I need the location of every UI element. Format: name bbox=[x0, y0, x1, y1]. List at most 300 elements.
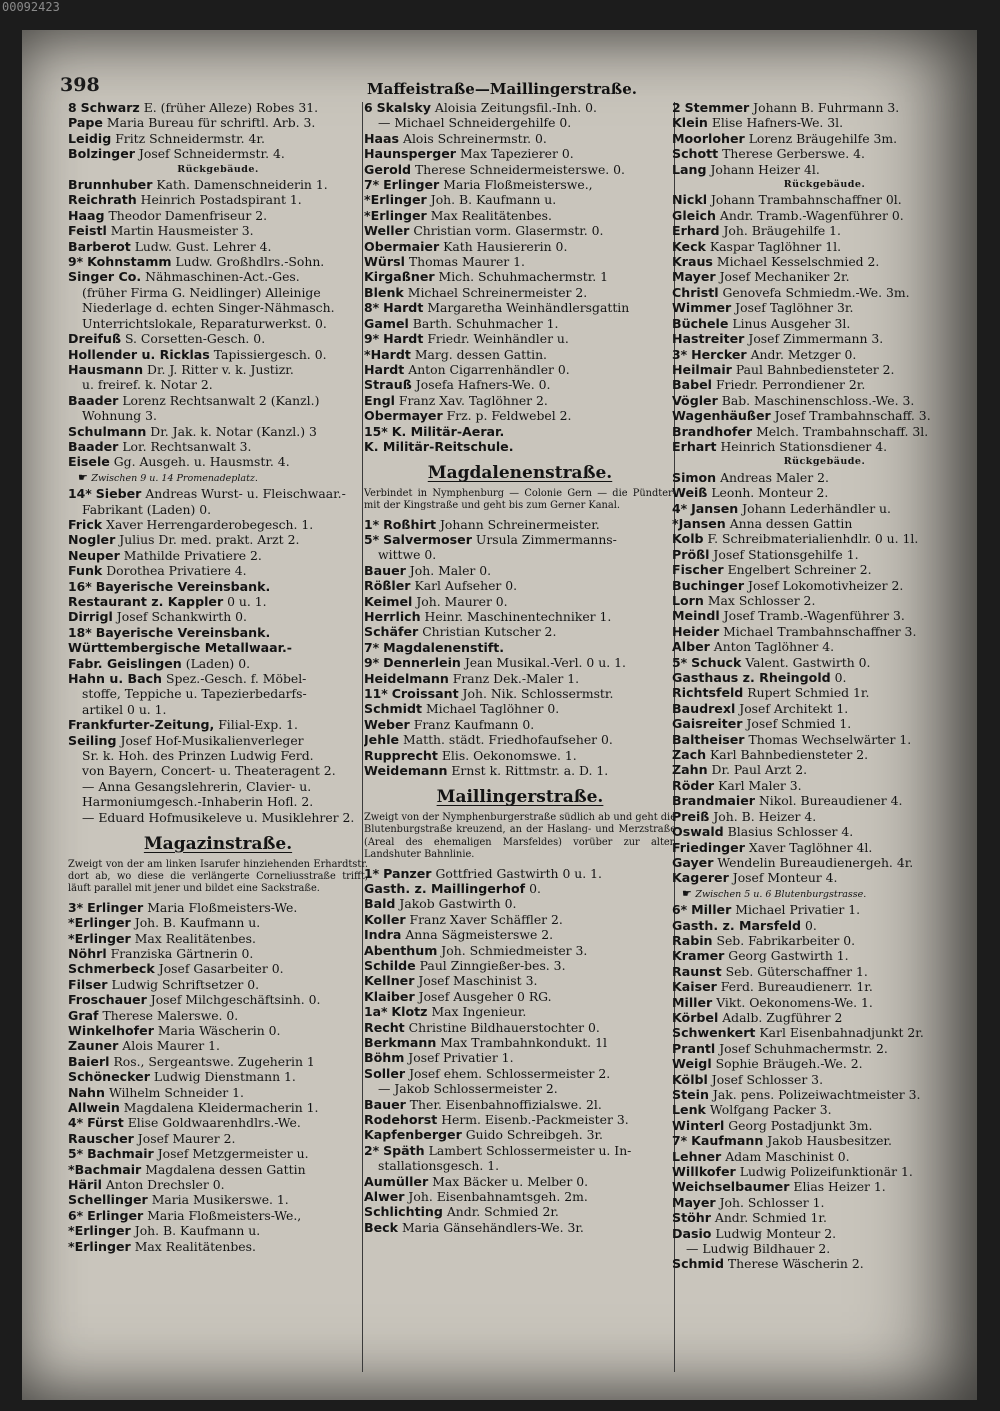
directory-entry bbox=[672, 285, 977, 300]
resident-details: Dr. J. Ritter v. k. Justizr. bbox=[147, 361, 294, 377]
directory-entry bbox=[672, 1087, 977, 1102]
directory-entry bbox=[672, 393, 977, 408]
resident-details: Dr. Jak. k. Notar (Kanzl.) 3 bbox=[150, 423, 317, 439]
directory-entry bbox=[68, 931, 368, 946]
resident-name: Indra bbox=[364, 927, 402, 943]
resident-details: Gottfried Gastwirth 0 u. 1. bbox=[435, 865, 602, 881]
resident-name: *Erlinger bbox=[68, 1223, 131, 1239]
resident-details: Theodor Damenfriseur 2. bbox=[108, 207, 268, 223]
resident-name: Dasio bbox=[672, 1225, 712, 1241]
resident-name: Nickl bbox=[672, 192, 708, 208]
directory-entry bbox=[672, 716, 977, 731]
resident-details: Maria Wäscherin 0. bbox=[157, 1022, 281, 1038]
resident-name: Fürst bbox=[87, 1115, 124, 1131]
directory-entry bbox=[364, 1220, 676, 1235]
resident-details: Joh. Schmiedmeister 3. bbox=[441, 942, 588, 958]
directory-entry bbox=[364, 1204, 676, 1219]
resident-name: Baader bbox=[68, 392, 119, 408]
directory-entry bbox=[68, 1131, 368, 1146]
resident-details: Christine Bildhauerstochter 0. bbox=[408, 1019, 600, 1035]
resident-details: Ludwig Schriftsetzer 0. bbox=[111, 976, 260, 992]
resident-name: Weller bbox=[364, 223, 410, 239]
resident-details: Therese Gerberswe. 4. bbox=[722, 146, 865, 162]
resident-name: Kaufmann bbox=[691, 1133, 764, 1149]
resident-details: Maria Floßmeisterswe., bbox=[443, 177, 593, 193]
house-number: 9* bbox=[364, 331, 380, 347]
resident-name: Baierl bbox=[68, 1053, 110, 1069]
house-number: 9* bbox=[68, 254, 84, 270]
resident-name: Aumüller bbox=[364, 1173, 429, 1189]
resident-details: Josef Milchgeschäftsinh. 0. bbox=[150, 992, 321, 1008]
directory-entry bbox=[672, 793, 977, 808]
directory-entry bbox=[672, 608, 977, 623]
directory-entry bbox=[364, 439, 676, 454]
directory-entry bbox=[68, 548, 368, 563]
resident-name: Erhart bbox=[672, 438, 717, 454]
directory-entry bbox=[364, 223, 676, 238]
resident-name: Kirgaßner bbox=[364, 269, 435, 285]
directory-entry bbox=[364, 701, 676, 716]
resident-name: Hardt bbox=[383, 300, 424, 316]
resident-details: Josef Gasarbeiter 0. bbox=[158, 961, 284, 977]
resident-details: Max Tapezierer 0. bbox=[459, 146, 574, 162]
resident-name: Heilmair bbox=[672, 361, 732, 377]
resident-details: Andreas Wurst- u. Fleischwaar.- bbox=[145, 486, 346, 502]
directory-entry bbox=[672, 809, 977, 824]
entry-continuation: stallationsgesch. 1. bbox=[378, 1158, 500, 1174]
resident-name: Winterl bbox=[672, 1117, 725, 1133]
resident-name: Rößler bbox=[364, 578, 411, 594]
resident-details: Josef Mechaniker 2r. bbox=[719, 269, 850, 285]
resident-name: Häril bbox=[68, 1177, 102, 1193]
resident-details: Andreas Maler 2. bbox=[720, 469, 829, 485]
resident-details: Elise Hafners-We. 3l. bbox=[711, 115, 844, 131]
between-note bbox=[672, 886, 977, 902]
resident-details: Jak. pens. Polizeiwachtmeister 3. bbox=[712, 1087, 921, 1102]
directory-entry bbox=[672, 1041, 977, 1056]
directory-entry bbox=[672, 1010, 977, 1025]
resident-name: Neuper bbox=[68, 547, 120, 563]
resident-name: Weiß bbox=[672, 485, 708, 501]
resident-name: Böhm bbox=[364, 1050, 405, 1066]
directory-entry bbox=[672, 855, 977, 870]
directory-entry bbox=[68, 671, 368, 686]
resident-details: Leonh. Monteur 2. bbox=[711, 485, 829, 501]
entry-continuation: Fabrikant (Laden) 0. bbox=[82, 501, 212, 517]
resident-details: Max Realitätenbes. bbox=[134, 1238, 256, 1254]
resident-name: Prantl bbox=[672, 1040, 716, 1056]
directory-entry bbox=[672, 918, 977, 933]
entry-continuation: (früher Firma G. Neidlinger) Alleinige bbox=[82, 284, 321, 300]
house-number: 4* bbox=[672, 500, 688, 516]
resident-details: Josef Privatier 1. bbox=[408, 1050, 514, 1066]
directory-entry bbox=[672, 778, 977, 793]
directory-entry bbox=[672, 624, 977, 639]
resident-name: Magdalenenstift. bbox=[383, 639, 505, 655]
resident-name: Gasth. z. Marsfeld bbox=[672, 917, 802, 933]
resident-name: Obermaier bbox=[364, 238, 440, 254]
directory-entry bbox=[364, 424, 676, 439]
resident-details: Friedr. Weinhändler u. bbox=[427, 331, 569, 347]
resident-details: Alois Maurer 1. bbox=[122, 1038, 220, 1054]
directory-page bbox=[22, 30, 977, 1400]
resident-name: Lorn bbox=[672, 593, 704, 608]
resident-details: Jakob Hausbesitzer. bbox=[767, 1133, 892, 1149]
resident-details: Karl Eisenbahnadjunkt 2r. bbox=[759, 1025, 924, 1041]
resident-name: *Erlinger bbox=[68, 915, 131, 931]
resident-name: Haag bbox=[68, 207, 105, 223]
resident-name: Bolzinger bbox=[68, 146, 135, 162]
directory-entry bbox=[672, 1133, 977, 1148]
directory-entry bbox=[364, 254, 676, 269]
directory-entry bbox=[68, 331, 368, 346]
resident-name: Erlinger bbox=[87, 1207, 144, 1223]
resident-details: Franz Xaver Schäffler 2. bbox=[409, 911, 563, 927]
resident-name: Weigl bbox=[672, 1056, 712, 1072]
resident-name: Oswald bbox=[672, 824, 724, 840]
resident-details: Thomas Wechselwärter 1. bbox=[748, 731, 912, 747]
directory-entry bbox=[672, 902, 977, 917]
resident-name: Hardt bbox=[383, 331, 424, 347]
resident-details: Fritz Schneidermstr. 4r. bbox=[115, 130, 265, 146]
resident-details: Josef Ausgeher 0 RG. bbox=[418, 988, 552, 1004]
directory-entry bbox=[68, 915, 368, 930]
resident-details: Valent. Gastwirth 0. bbox=[745, 654, 871, 670]
resident-name: Singer Co. bbox=[68, 269, 142, 285]
resident-name: *Erlinger bbox=[364, 192, 427, 208]
resident-details: Josef Schneidermstr. 4. bbox=[138, 146, 285, 162]
resident-details: Therese Malerswe. 0. bbox=[102, 1007, 239, 1023]
resident-details: Paul Zinngießer-bes. 3. bbox=[419, 957, 566, 973]
resident-details: Maria Gänsehändlers-We. 3r. bbox=[401, 1219, 584, 1235]
resident-details: Max Trambahnkondukt. 1l bbox=[440, 1034, 607, 1050]
resident-name: *Erlinger bbox=[68, 930, 131, 946]
house-number: 1* bbox=[364, 516, 380, 532]
directory-entry bbox=[68, 1085, 368, 1100]
resident-name: Weichselbaumer bbox=[672, 1179, 790, 1195]
resident-details: Ludw. Großhdlrs.-Sohn. bbox=[175, 254, 325, 270]
resident-details: Ludwig Polizeifunktionär 1. bbox=[739, 1164, 913, 1180]
directory-entry bbox=[364, 594, 676, 609]
directory-entry bbox=[364, 1004, 676, 1019]
directory-entry bbox=[672, 1179, 977, 1194]
resident-name: Pape bbox=[68, 115, 103, 131]
directory-entry bbox=[672, 655, 977, 670]
resident-details: Genovefa Schmiedm.-We. 3m. bbox=[722, 284, 910, 300]
resident-details: Johann B. Fuhrmann 3. bbox=[753, 100, 900, 115]
resident-name: Schmid bbox=[672, 1256, 724, 1272]
resident-details: Therese Wäscherin 2. bbox=[727, 1256, 864, 1272]
resident-name: Fischer bbox=[672, 562, 724, 578]
resident-details: Aloisia Zeitungsfil.-Inh. 0. bbox=[434, 100, 597, 115]
directory-entry bbox=[672, 593, 977, 608]
resident-details: Joh. Bräugehilfe 1. bbox=[723, 223, 841, 239]
directory-entry bbox=[68, 208, 368, 223]
directory-entry bbox=[672, 516, 977, 531]
resident-details: Wendelin Bureaudienergeh. 4r. bbox=[717, 854, 914, 870]
directory-entry bbox=[672, 995, 977, 1010]
resident-name: Rupprecht bbox=[364, 747, 438, 763]
resident-name: Soller bbox=[364, 1065, 406, 1081]
house-number: 7* bbox=[364, 639, 380, 655]
directory-entry bbox=[68, 563, 368, 578]
scan-id: 00092423 bbox=[2, 0, 60, 14]
resident-name: Willkofer bbox=[672, 1164, 736, 1180]
resident-name: K. Militär-Aerar. bbox=[391, 423, 505, 439]
resident-details: Spez.-Gesch. f. Möbel- bbox=[165, 671, 307, 687]
resident-details: Mathilde Privatiere 2. bbox=[123, 547, 262, 563]
resident-name: Stein bbox=[672, 1087, 709, 1102]
directory-entry bbox=[364, 100, 676, 115]
resident-details: Barth. Schuhmacher 1. bbox=[412, 315, 559, 331]
resident-name: Blenk bbox=[364, 284, 404, 300]
resident-name: Brandhofer bbox=[672, 423, 753, 439]
street-description: Zweigt von der am linken Isarufer hinziehenden Erhardtstr. dort ab, wo diese die verlängerte Corneliusstraße trifft, läuft parallel mit jener und bildet eine Sackstraße. bbox=[68, 858, 368, 895]
rear-building-label: Rückgebäude. bbox=[783, 179, 866, 191]
resident-name: Bald bbox=[364, 896, 396, 912]
resident-name: Christl bbox=[672, 284, 719, 300]
entry-continuation: von Bayern, Concert- u. Theateragent 2. bbox=[82, 763, 336, 779]
directory-entry bbox=[672, 269, 977, 284]
directory-entry bbox=[364, 671, 676, 686]
directory-entry bbox=[68, 1192, 368, 1207]
resident-name: Bayerische Vereinsbank. bbox=[95, 578, 271, 594]
resident-details: Elis. Oekonomswe. 1. bbox=[441, 747, 577, 763]
resident-details: Ursula Zimmermanns- bbox=[475, 531, 617, 547]
resident-name: Brandmaier bbox=[672, 793, 755, 809]
resident-details: Maria Bureau für schriftl. Arb. 3. bbox=[106, 115, 316, 131]
resident-details: Thomas Maurer 1. bbox=[408, 254, 525, 270]
resident-name: Bachmair bbox=[87, 1146, 154, 1162]
directory-entry bbox=[672, 948, 977, 963]
street-heading: Maillingerstraße. bbox=[436, 787, 604, 808]
house-number: 15* bbox=[364, 423, 388, 439]
resident-name: Lehner bbox=[672, 1148, 722, 1164]
resident-details: Heinr. Maschinentechniker 1. bbox=[424, 609, 612, 624]
house-number: 7* bbox=[672, 1133, 688, 1149]
resident-details: Josef Architekt 1. bbox=[739, 700, 849, 716]
between-note-text: Zwischen 9 u. 14 Promenadeplatz. bbox=[91, 472, 258, 484]
resident-name: Reichrath bbox=[68, 192, 137, 208]
directory-entry bbox=[364, 408, 676, 423]
resident-details: Joh. Nik. Schlossermstr. bbox=[462, 686, 614, 702]
house-number: 14* bbox=[68, 486, 92, 502]
entry-continuation: Niederlage d. echten Singer-Nähmasch. bbox=[82, 300, 335, 316]
resident-name: Hollender u. Ricklas bbox=[68, 346, 210, 362]
directory-entry bbox=[672, 639, 977, 654]
directory-entry bbox=[672, 1195, 977, 1210]
resident-details: Maria Floßmeisters-We. bbox=[147, 899, 298, 915]
directory-entry bbox=[68, 946, 368, 961]
resident-name: Gaisreiter bbox=[672, 716, 743, 732]
house-number: 3* bbox=[672, 346, 688, 362]
resident-name: Simon bbox=[672, 469, 717, 485]
resident-details: Dorothea Privatiere 4. bbox=[106, 563, 247, 579]
resident-name: Feistl bbox=[68, 223, 107, 239]
resident-details: Ernst k. Rittmstr. a. D. 1. bbox=[451, 763, 609, 779]
directory-entry bbox=[364, 377, 676, 392]
resident-name: Miller bbox=[672, 994, 713, 1010]
directory-entry bbox=[364, 331, 676, 346]
directory-entry bbox=[68, 992, 368, 1007]
resident-details: Max Ingenieur. bbox=[431, 1004, 527, 1020]
resident-details: Adam Maschinist 0. bbox=[725, 1148, 850, 1164]
directory-entry bbox=[68, 733, 368, 748]
resident-name: Bauer bbox=[364, 1096, 406, 1112]
directory-entry bbox=[68, 1115, 368, 1130]
directory-entry bbox=[68, 961, 368, 976]
resident-name: Schmidt bbox=[364, 701, 422, 717]
directory-entry bbox=[364, 748, 676, 763]
house-number: 8 bbox=[68, 100, 77, 115]
resident-name: Graf bbox=[68, 1007, 99, 1023]
resident-details: Franz Xav. Taglöhner 2. bbox=[398, 392, 548, 408]
resident-name: Erlinger bbox=[383, 177, 440, 193]
directory-entry bbox=[364, 958, 676, 973]
resident-details: Friedr. Perrondiener 2r. bbox=[715, 377, 866, 393]
resident-details: Matth. städt. Friedhofaufseher 0. bbox=[403, 732, 613, 748]
resident-name: *Erlinger bbox=[364, 207, 427, 223]
directory-entry bbox=[68, 115, 368, 130]
directory-entry bbox=[672, 870, 977, 885]
column-left bbox=[68, 100, 368, 1254]
directory-entry bbox=[364, 563, 676, 578]
resident-details: F. Schreibmaterialienhdlr. 0 u. 1l. bbox=[707, 531, 919, 547]
resident-details: Wilhelm Schneider 1. bbox=[108, 1084, 244, 1100]
between-note-text: Zwischen 5 u. 6 Blutenburgstrasse. bbox=[695, 888, 867, 900]
directory-entry bbox=[364, 1035, 676, 1050]
directory-entry bbox=[364, 393, 676, 408]
resident-details: 0. bbox=[529, 880, 541, 896]
resident-details: Anna Sägmeisterswe 2. bbox=[405, 927, 554, 943]
directory-entry bbox=[672, 1056, 977, 1071]
resident-details: Joh. B. Kaufmann u. bbox=[134, 915, 261, 931]
directory-entry bbox=[68, 594, 368, 609]
resident-name: Schäfer bbox=[364, 624, 419, 640]
resident-name: Zahn bbox=[672, 762, 708, 778]
resident-name: Hausmann bbox=[68, 361, 144, 377]
directory-entry bbox=[364, 1174, 676, 1189]
resident-name: Buchinger bbox=[672, 577, 745, 593]
directory-entry bbox=[672, 578, 977, 593]
resident-details: Kath Hausiererin 0. bbox=[443, 238, 568, 254]
house-number: 3* bbox=[68, 899, 84, 915]
resident-name: Bauer bbox=[364, 562, 406, 578]
resident-name: Meindl bbox=[672, 608, 720, 624]
resident-name: Dirrigl bbox=[68, 609, 113, 625]
resident-name: Wimmer bbox=[672, 300, 732, 316]
resident-details: Christian vorm. Glasermstr. 0. bbox=[413, 223, 604, 239]
directory-entry bbox=[364, 881, 676, 896]
resident-details: Max Bäcker u. Melber 0. bbox=[432, 1173, 589, 1189]
resident-name: Herrlich bbox=[364, 609, 421, 624]
resident-name: Schulmann bbox=[68, 423, 147, 439]
resident-name: Kaiser bbox=[672, 979, 717, 995]
resident-details: Josefa Hafners-We. 0. bbox=[415, 377, 551, 393]
street-heading: Magazinstraße. bbox=[143, 834, 293, 855]
resident-details: Jean Musikal.-Verl. 0 u. 1. bbox=[464, 655, 626, 671]
directory-entry bbox=[672, 254, 977, 269]
directory-entry bbox=[68, 439, 368, 454]
resident-name: Alwer bbox=[364, 1189, 405, 1205]
directory-entry bbox=[672, 485, 977, 500]
resident-name: Späth bbox=[383, 1142, 425, 1158]
directory-entry bbox=[68, 1008, 368, 1023]
directory-entry bbox=[68, 609, 368, 624]
resident-name: Kramer bbox=[672, 948, 725, 964]
between-note bbox=[68, 470, 368, 486]
resident-name: Schwarz bbox=[80, 100, 140, 115]
resident-name: Obermayer bbox=[364, 408, 443, 424]
house-number: 6 bbox=[364, 100, 373, 115]
resident-details: Andr. Schmied 2r. bbox=[446, 1204, 559, 1220]
resident-details: Paul Bahnbediensteter 2. bbox=[735, 361, 895, 377]
directory-entry bbox=[364, 912, 676, 927]
directory-entry bbox=[672, 208, 977, 223]
directory-entry bbox=[672, 1164, 977, 1179]
resident-name: Preiß bbox=[672, 808, 710, 824]
directory-entry bbox=[68, 656, 368, 671]
house-number: 2 bbox=[672, 100, 681, 115]
resident-name: Württembergische Metallwaar.- bbox=[68, 640, 293, 656]
resident-name: *Erlinger bbox=[68, 1238, 131, 1254]
resident-name: Funk bbox=[68, 563, 103, 579]
directory-entry bbox=[68, 625, 368, 640]
directory-entry bbox=[68, 1223, 368, 1238]
directory-entry bbox=[364, 973, 676, 988]
directory-entry bbox=[672, 100, 977, 115]
directory-entry bbox=[68, 1177, 368, 1192]
resident-name: Baader bbox=[68, 438, 119, 454]
resident-details: Ferd. Bureaudienerr. 1r. bbox=[720, 979, 873, 995]
directory-entry bbox=[364, 532, 676, 547]
resident-details: Joh. Maurer 0. bbox=[416, 593, 508, 609]
directory-entry bbox=[364, 896, 676, 911]
directory-entry bbox=[672, 747, 977, 762]
resident-details: Maria Musikerswe. 1. bbox=[151, 1192, 289, 1208]
resident-name: Lenk bbox=[672, 1102, 706, 1118]
directory-entry bbox=[672, 331, 977, 346]
rear-building-label: Rückgebäude. bbox=[177, 163, 259, 175]
resident-details: Karl Bahnbediensteter 2. bbox=[710, 747, 869, 763]
resident-name: Gasthaus z. Rheingold bbox=[672, 670, 831, 686]
resident-name: Haunsperger bbox=[364, 146, 456, 162]
resident-name: Strauß bbox=[364, 377, 412, 393]
house-number: 5* bbox=[364, 531, 380, 547]
resident-name: Alber bbox=[672, 639, 710, 655]
directory-entry bbox=[672, 1025, 977, 1040]
directory-entry bbox=[672, 964, 977, 979]
directory-entry bbox=[364, 316, 676, 331]
house-number: 11* bbox=[364, 686, 388, 702]
resident-details: Blasius Schlosser 4. bbox=[727, 824, 854, 840]
resident-name: Haas bbox=[364, 130, 400, 146]
resident-details: Magdalena Kleidermacherin 1. bbox=[123, 1100, 319, 1115]
directory-entry bbox=[364, 989, 676, 1004]
directory-entry bbox=[364, 285, 676, 300]
resident-details: Joh. B. Kaufmann u. bbox=[134, 1223, 261, 1239]
entry-continuation: Unterrichtslokale, Reparaturwerkst. 0. bbox=[82, 315, 327, 331]
resident-details: Magdalena dessen Gattin bbox=[145, 1161, 306, 1177]
resident-details: Johann Lederhändler u. bbox=[742, 500, 891, 516]
house-number: 1* bbox=[364, 865, 380, 881]
directory-entry bbox=[364, 162, 676, 177]
resident-name: Fabr. Geislingen bbox=[68, 655, 182, 671]
resident-details: Karl Aufseher 0. bbox=[414, 578, 518, 594]
directory-entry bbox=[364, 1189, 676, 1204]
resident-details: Maria Floßmeisters-We., bbox=[147, 1207, 302, 1223]
resident-name: Seiling bbox=[68, 732, 117, 748]
